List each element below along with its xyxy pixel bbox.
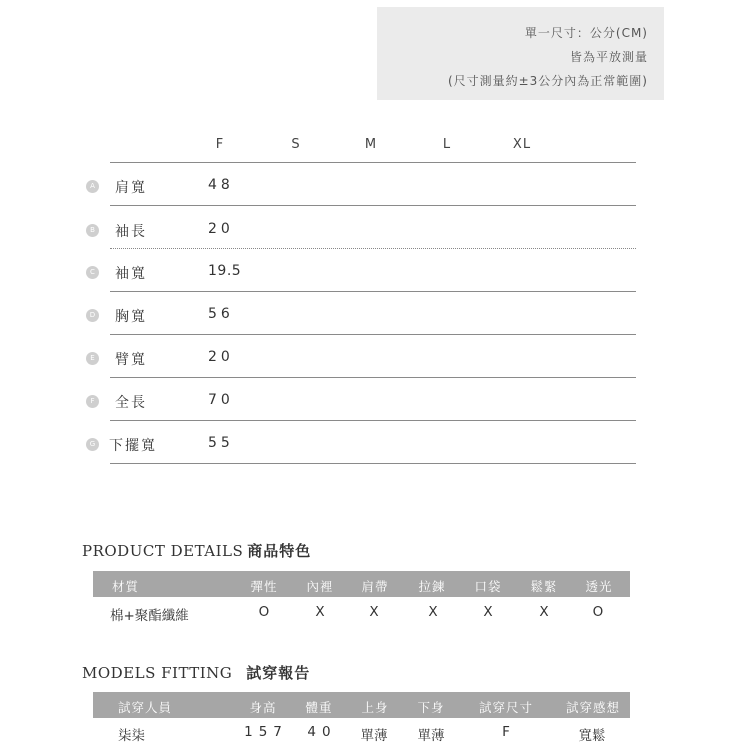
- row-value: 20: [208, 221, 234, 237]
- product-details-title-en: PRODUCT DETAILS: [82, 542, 244, 560]
- value-weight: 40: [307, 724, 337, 740]
- value-zipper: X: [428, 604, 438, 620]
- size-row-sleeve-width: [0, 263, 745, 283]
- product-details-header-bar: [93, 571, 630, 597]
- row-label: 胸寬: [115, 309, 147, 325]
- row-value: 55: [208, 435, 234, 451]
- row-label: 袖長: [115, 224, 147, 240]
- header-fit-size: 試穿尺寸: [478, 700, 534, 715]
- models-fitting-title-cn: 試穿報告: [246, 664, 311, 682]
- header-strap: 肩帶: [361, 579, 389, 594]
- value-material: 棉+聚酯纖維: [110, 608, 189, 624]
- note-method: 皆為平放測量: [569, 50, 648, 64]
- header-elasticity: 彈性: [250, 579, 278, 594]
- header-waistband: 鬆緊: [530, 579, 558, 594]
- badge-b: B: [86, 224, 99, 237]
- header-fit-feedback: 試穿感想: [565, 700, 621, 715]
- badge-g: G: [86, 438, 99, 451]
- row-divider: [110, 291, 636, 292]
- header-sheerness: 透光: [585, 579, 613, 594]
- row-label: 臂寬: [115, 352, 147, 368]
- header-weight: 體重: [305, 700, 333, 715]
- size-table-divider: [110, 162, 636, 163]
- row-value: 19.5: [208, 263, 242, 279]
- value-sheerness: O: [592, 604, 604, 620]
- models-fitting-header-bar: [93, 692, 630, 718]
- header-height: 身高: [249, 700, 277, 715]
- product-details-title: [82, 540, 311, 561]
- size-row-shoulder: [0, 177, 745, 197]
- models-fitting-values-row: [0, 724, 745, 742]
- header-material: 材質: [112, 579, 140, 594]
- size-row-arm: [0, 349, 745, 369]
- badge-c: C: [86, 266, 99, 279]
- size-row-length: [0, 392, 745, 412]
- size-row-sleeve-length: [0, 221, 745, 241]
- header-pocket: 口袋: [474, 579, 502, 594]
- size-table-header: [0, 137, 745, 153]
- row-value: 20: [208, 349, 234, 365]
- note-unit: 單一尺寸：公分(CM): [524, 26, 648, 40]
- row-label: 肩寬: [115, 180, 147, 196]
- row-label: 全長: [115, 395, 147, 411]
- size-column-f: F: [215, 137, 225, 152]
- value-top: 單薄: [360, 728, 388, 744]
- measurement-note: [377, 7, 664, 100]
- size-column-l: L: [442, 137, 452, 152]
- header-model: 試穿人員: [118, 700, 173, 715]
- badge-e: E: [86, 352, 99, 365]
- value-strap: X: [369, 604, 379, 620]
- badge-f: F: [86, 395, 99, 408]
- value-bottom: 單薄: [417, 728, 445, 744]
- value-fit-size: F: [502, 724, 510, 740]
- product-details-values-row: [0, 604, 745, 622]
- header-lining: 內裡: [306, 579, 334, 594]
- row-value: 70: [208, 392, 234, 408]
- row-value: 56: [208, 306, 234, 322]
- models-fitting-title-en: MODELS FITTING: [82, 664, 233, 682]
- size-column-m: M: [364, 137, 378, 152]
- row-divider: [110, 248, 636, 249]
- size-column-s: S: [291, 137, 301, 152]
- row-divider: [110, 205, 636, 206]
- size-row-chest: [0, 306, 745, 326]
- models-fitting-title: [82, 662, 310, 683]
- row-divider: [110, 463, 636, 464]
- value-model: 柒柒: [118, 728, 145, 744]
- value-pocket: X: [483, 604, 493, 620]
- size-row-hem: [0, 435, 745, 455]
- header-zipper: 拉鍊: [418, 579, 446, 594]
- value-fit-feedback: 寬鬆: [578, 728, 606, 744]
- row-divider: [110, 377, 636, 378]
- value-lining: X: [315, 604, 325, 620]
- badge-a: A: [86, 180, 99, 193]
- row-value: 48: [208, 177, 234, 193]
- row-divider: [110, 420, 636, 421]
- header-bottom: 下身: [417, 700, 445, 715]
- note-tolerance: (尺寸測量約±3公分內為正常範圍): [447, 74, 648, 88]
- size-column-xl: XL: [512, 137, 532, 152]
- row-label: 下擺寬: [109, 438, 157, 454]
- value-elasticity: O: [258, 604, 270, 620]
- product-details-title-cn: 商品特色: [247, 542, 312, 560]
- row-label: 袖寬: [115, 266, 147, 282]
- badge-d: D: [86, 309, 99, 322]
- value-waistband: X: [539, 604, 549, 620]
- row-divider: [110, 334, 636, 335]
- value-height: 157: [244, 724, 288, 740]
- header-top: 上身: [361, 700, 389, 715]
